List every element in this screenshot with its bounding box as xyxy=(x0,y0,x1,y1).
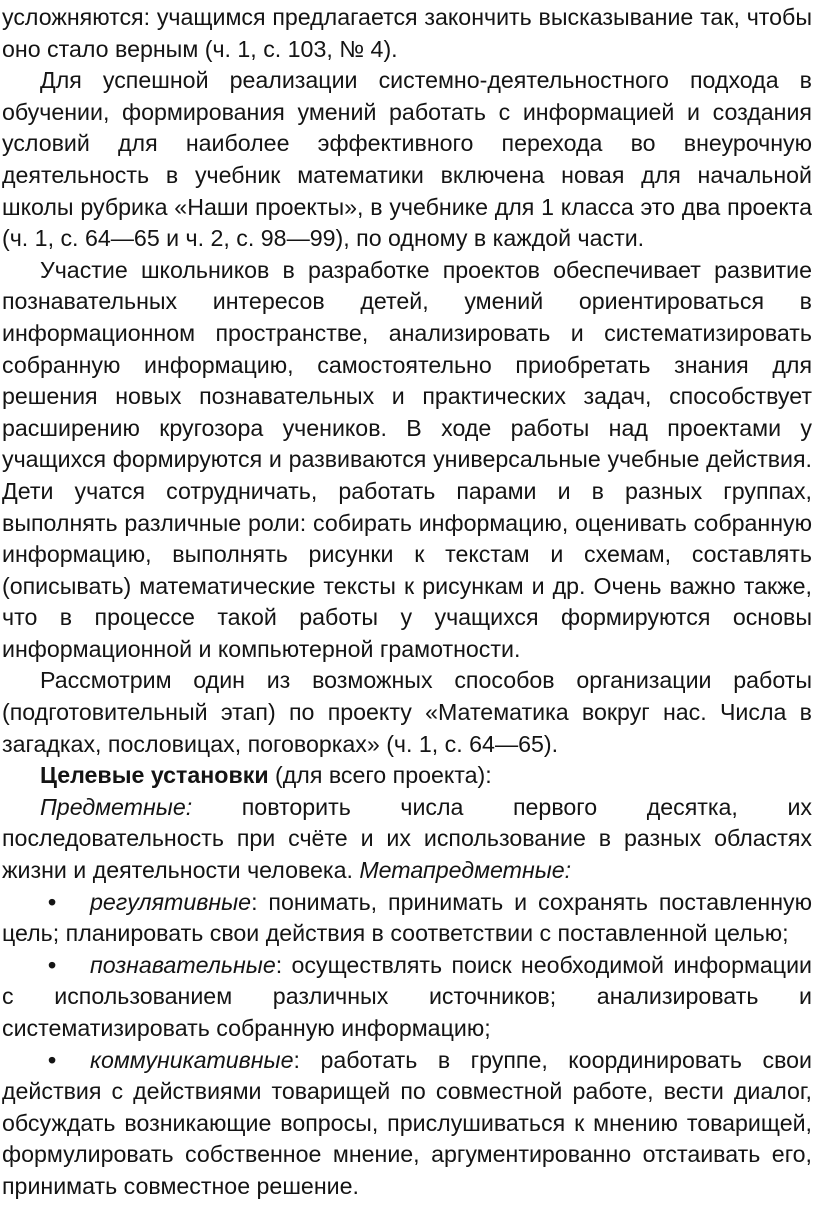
subject-goals-paragraph xyxy=(2,792,812,887)
bullet-label: регулятивные xyxy=(90,888,252,915)
meta-goals-label: Метапредметные: xyxy=(359,857,572,884)
bullet-item-cognitive xyxy=(2,950,812,1045)
bullet-item-regulative xyxy=(2,887,812,950)
bullet-text: : осуществлять поиск необходимой информации с использованием различных источников; анализировать и систематизировать собранную информацию; xyxy=(2,951,812,1041)
paragraph-4: Рассмотрим один из возможных способов организации работы (подготовительный этап) по проекту «Математика вокруг нас. Числа в загадках, пословицах, поговорках» (ч. 1, с. 64—65). xyxy=(2,667,812,757)
bullet-label: познавательные xyxy=(90,951,276,978)
subject-goals-text: повторить числа первого десятка, их последовательность при счёте и их использование в разных областях жизни и деятельности человека. xyxy=(2,793,812,884)
goals-heading-line xyxy=(2,760,812,792)
goals-heading-suffix: (для всего проекта): xyxy=(268,762,492,789)
bullet-label: коммуникативные xyxy=(90,1046,294,1073)
paragraph-3: Участие школьников в разработке проектов обеспечивает развитие познавательных интересов детей, умений ориентироваться в информационном пространстве, анализировать и систематизировать собранную информацию, самостоятельно приобретать знания для решения новых познавательных и практических задач, способствует расширению кругозора учеников. В ходе работы над проектами у учащихся формируются и развиваются универсальные учебные действия. Дети учатся сотрудничать, работать парами и в разных группах, выполнять различные роли: собирать информацию, оценивать собранную информацию, выполнять рисунки к текстам и схемам, составлять (описывать) математические тексты к рисункам и др. Очень важно также, что в процессе такой работы у учащихся формируются основы информационной и компьютерной грамотности. xyxy=(2,256,812,662)
paragraph-2: Для успешной реализации системно-деятельностного подхода в обучении, формирования умений работать с информацией и создания условий для наиболее эффективного перехода во внеурочную деятельность в учебник математики включена новая для начальной школы рубрика «Наши проекты», в учебнике для 1 класса это два проекта (ч. 1, с. 64—65 и ч. 2, с. 98—99), по одному в каждой части. xyxy=(2,67,812,252)
bullet-text: : работать в группе, координировать свои действия с действиями товарищей по совместной работе, вести диалог, обсуждать возникающие вопросы, прислушиваться к мнению товарищей, формулировать собственное мнение, аргументированно отстаивать его, принимать совместное решение. xyxy=(2,1046,812,1199)
bullet-text: : понимать, принимать и сохранять поставленную цель; планировать свои действия в соответствии с поставленной целью; xyxy=(2,888,812,947)
bullet-icon: • xyxy=(48,1046,57,1073)
bullet-icon: • xyxy=(48,951,57,978)
bullet-item-communicative xyxy=(2,1045,812,1203)
bullet-icon: • xyxy=(48,888,57,915)
subject-goals-label: Предметные: xyxy=(40,793,193,820)
document-page xyxy=(2,2,812,1203)
goals-heading: Целевые установки xyxy=(40,762,269,789)
paragraph-1: усложняются: учащимся предлагается закончить высказывание так, чтобы оно стало верным (ч. 1, с. 103, № 4). xyxy=(2,4,812,62)
